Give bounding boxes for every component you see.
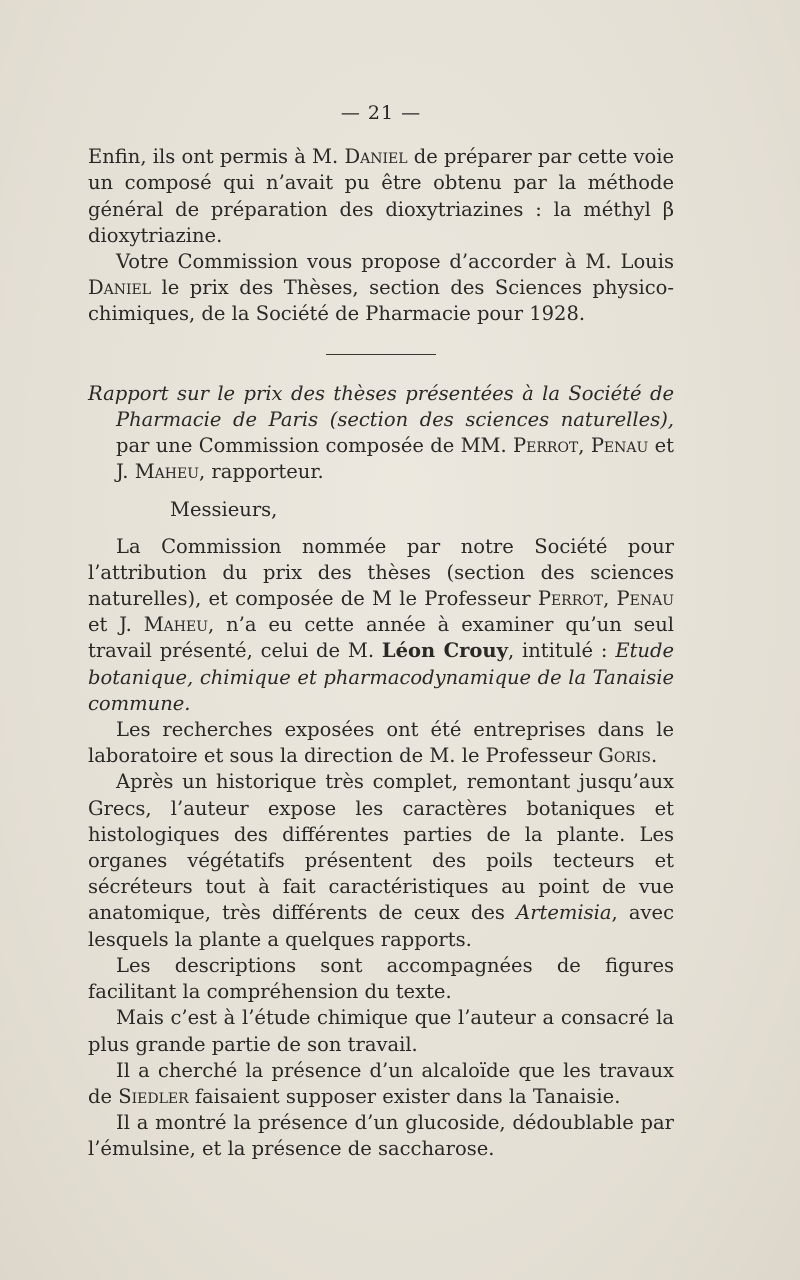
salutation: Messieurs, [170,498,278,522]
paragraph-6: Les descriptions sont accompagnées de figures facilitant la compréhension du texte. [88,953,674,1004]
paragraph-5: Après un historique très complet, remontant jusqu’aux Grecs, l’auteur expose les caractères botaniques et histologiques des différentes parties de la plante. Les organes végétatifs présentent des poils tecteurs et sécréteurs tout à fait caractéristiques au point de vue anatomique, très différents de ceux des Artemisia, avec lesquels la plante a quelques rapports. [88,770,674,951]
page-text [88,100,674,1163]
paragraph-2: Votre Commission vous propose d’accorder à M. Louis Daniel le prix des Thèses, section des Sciences physico-chimiques, de la Société de Pharmacie pour 1928. [88,250,674,326]
report-heading: Rapport sur le prix des thèses présentées à la Société de Pharmacie de Paris (section des sciences naturelles), par une Commission composée de MM. Perrot, Penau et J. Maheu, rapporteur. [88,381,675,484]
paragraph-1: Enfin, ils ont permis à M. Daniel de préparer par cette voie un composé qui n’avait pu être obtenu par la méthode général de préparation des dioxytriazines : la méthyl β dioxytriazine. [88,145,675,247]
section-divider [326,354,436,355]
paragraph-9: Il a montré la présence d’un glucoside, dédoublable par l’émulsine, et la présence de saccharose. [88,1111,674,1161]
page-number: — 21 — [340,102,422,124]
paragraph-8: Il a cherché la présence d’un alcaloïde que les travaux de Siedler faisaient supposer exister dans la Tanaisie. [88,1058,674,1108]
paragraph-7: Mais c’est à l’étude chimique que l’auteur a consacré la plus grande partie de son travail. [88,1006,674,1056]
paragraph-3: La Commission nommée par notre Société pour l’attribution du prix des thèses (section des sciences naturelles), et composée de M le Professeur Perrot, Penau et J. Maheu, n’a eu cette année à examiner qu’un seul travail présenté, celui de M. Léon Crouy, intitulé : Etude botanique, chimique et pharmacodynamique de la Tanaisie commune. [88,534,675,715]
paragraph-4: Les recherches exposées ont été entreprises dans le laboratoire et sous la direction de M. le Professeur Goris. [88,718,674,768]
